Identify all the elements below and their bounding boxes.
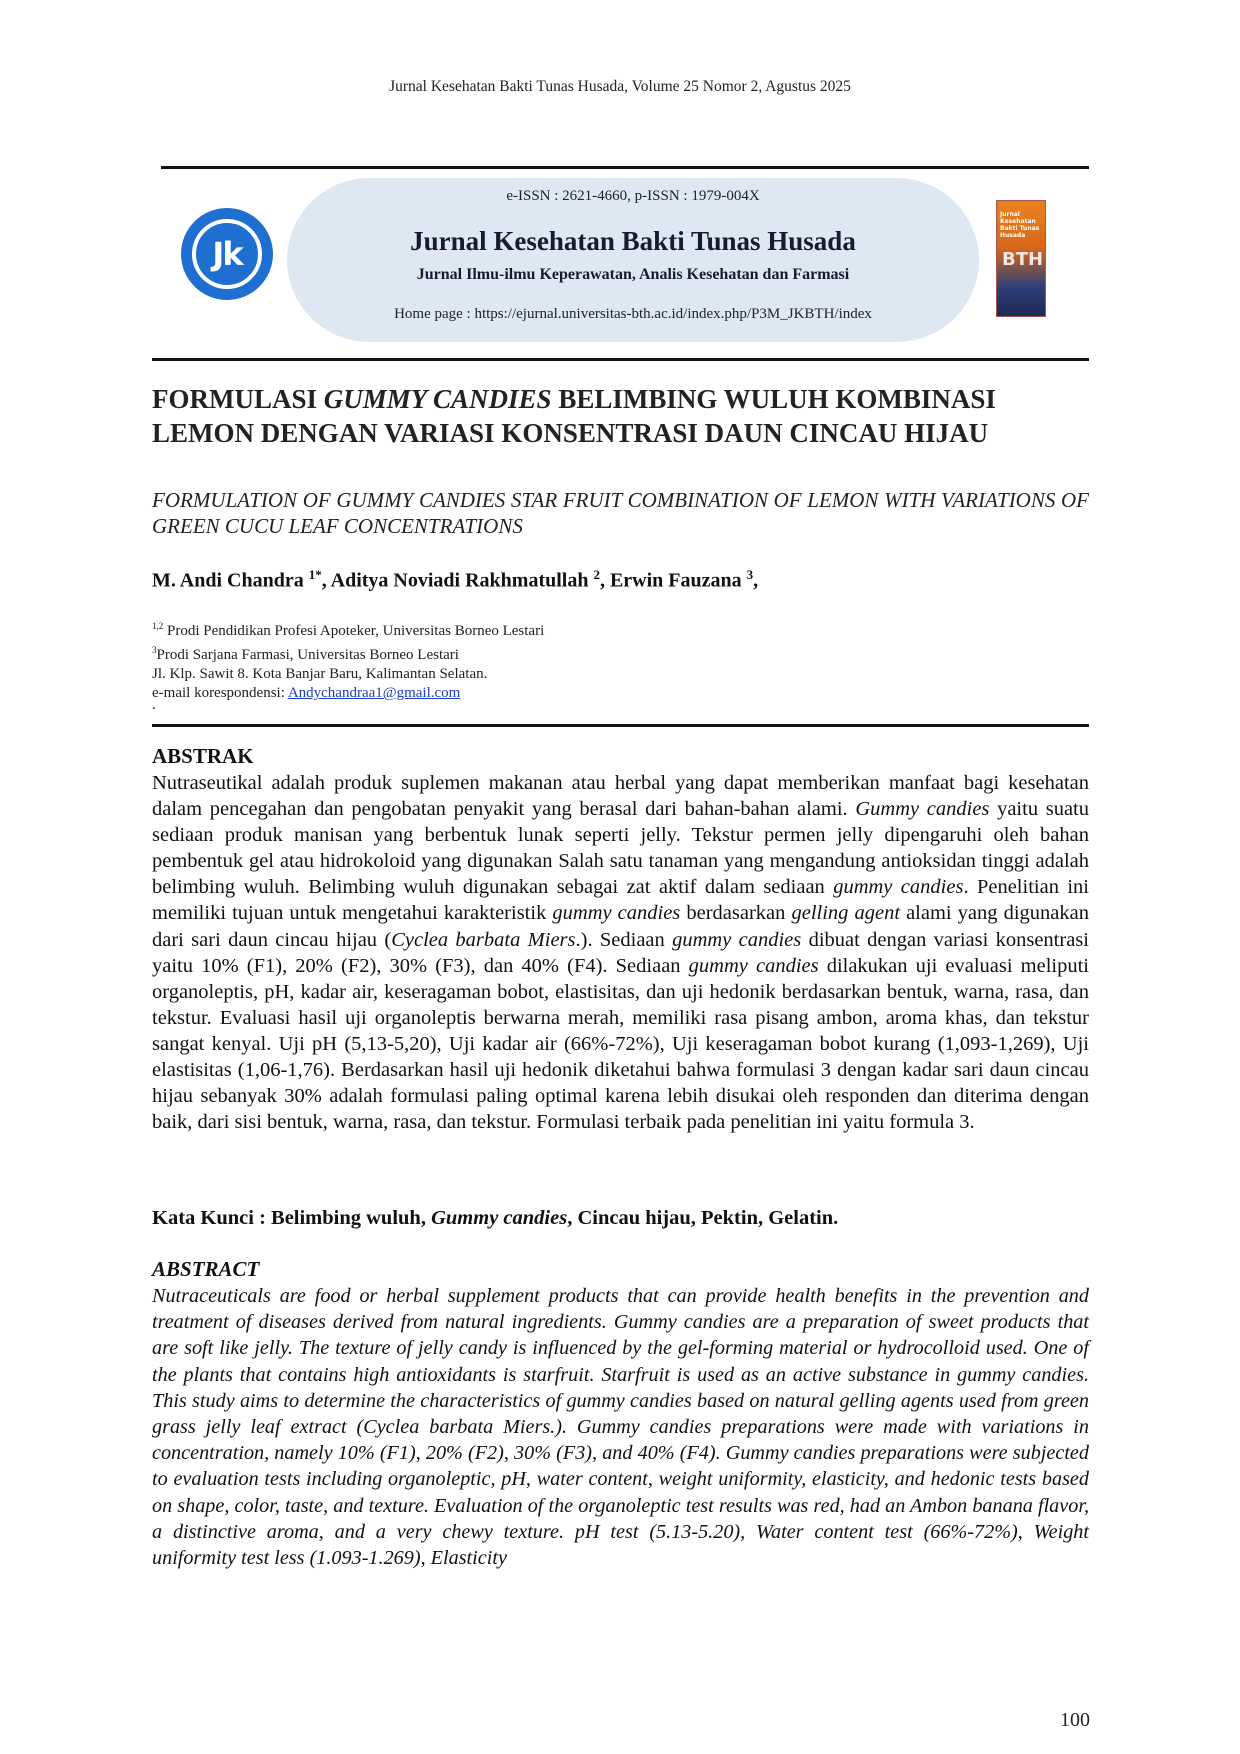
author-list: M. Andi Chandra $^{1*}$, Aditya Noviadi Rakhmatullah $^2$, Erwin Fauzana $^3$, <box>152 567 759 592</box>
journal-logo <box>181 208 273 300</box>
author-name: Erwin Fauzana <box>609 569 747 592</box>
journal-subtitle: Jurnal Ilmu-ilmu Keperawatan, Analis Kesehatan dan Farmasi <box>416 266 850 283</box>
affiliation-2: $^3$Prodi Sarjana Farmasi, Universitas Borneo Lestari <box>152 645 459 663</box>
affiliation-rule <box>152 724 1089 727</box>
abstract-heading: ABSTRACT <box>152 1257 260 1281</box>
abstrak-heading: ABSTRAK <box>152 744 254 768</box>
running-head: Jurnal Kesehatan Bakti Tunas Husada, Volume 25 Nomor 2, Agustus 2025 <box>389 78 851 95</box>
journal-banner <box>178 178 1104 348</box>
title-italic: GUMMY CANDIES <box>323 384 552 414</box>
journal-name: Jurnal Kesehatan Bakti Tunas Husada <box>410 226 856 256</box>
page-number: 100 <box>1060 1709 1090 1731</box>
address: Jl. Klp. Sawit 8. Kota Banjar Baru, Kalimantan Selatan. <box>152 666 488 682</box>
journal-logo-text: Jk <box>192 219 262 289</box>
cover-mark: BTH <box>1002 249 1044 270</box>
header-rule-bottom <box>152 358 1089 361</box>
cover-title: Jurnal Kesehatan Bakti Tunas Husada <box>1000 211 1040 239</box>
abstrak-body: Nutraseutikal adalah produk suplemen makanan atau herbal yang dapat memberikan manfaat bagi kesehatan dalam pencegahan dan pengobatan penyakit yang berasal dari bahan-bahan alami. Gummy candies yaitu suatu sediaan produk manisan yang berbentuk lunak seperti jelly. Tekstur permen jelly dipengaruhi oleh bahan pembentuk gel atau hidrokoloid yang digunakan Salah satu tanaman yang mengandung antioksidan tinggi adalah belimbing wuluh. Belimbing wuluh digunakan sebagai zat aktif dalam sediaan gummy candies. Penelitian ini memiliki tujuan untuk mengetahui karakteristik gummy candies berdasarkan gelling agent alami yang digunakan dari sari daun cincau hijau (Cyclea barbata Miers.). Sediaan gummy candies dibuat dengan variasi konsentrasi yaitu 10% (F1), 20% (F2), 30% (F3), dan 40% (F4). Sediaan gummy candies dilakukan uji evaluasi meliputi organoleptis, pH, kadar air, keseragaman bobot, elastisitas, dan uji hedonik berdasarkan bentuk, warna, rasa, dan tekstur. Evaluasi hasil uji organoleptis berwarna merah, memiliki rasa pisang ambon, aroma khas, dan tekstur sangat kenyal. Uji pH (5,13-5,20), Uji kadar air (66%-72%), Uji keseragaman bobot kurang (1,093-1,269), Uji elastisitas (1,06-1,76). Berdasarkan hasil uji hedonik diketahui bahwa formulasi 3 dengan kadar sari daun cincau hijau sebanyak 30% adalah formulasi paling optimal karena lebih disukai oleh responden dan diterima dengan baik, dari sisi bentuk, warna, rasa, dan tekstur. Formulasi terbaik pada penelitian ini yaitu formula 3. <box>152 772 1090 1134</box>
affiliation-1: $^{1,2}$ Prodi Pendidikan Profesi Apoteker, Universitas Borneo Lestari <box>152 621 545 639</box>
affiliations <box>152 617 544 703</box>
journal-cover-thumbnail <box>996 200 1046 317</box>
trailing-dot: . <box>152 697 156 713</box>
email-link[interactable]: Andychandraa1@gmail.com <box>287 685 461 701</box>
article-title: FORMULASI GUMMY CANDIES BELIMBING WULUH KOMBINASI LEMON DENGAN VARIASI KONSENTRASI DAUN CINCAU HIJAU <box>152 384 996 448</box>
author-name: Aditya Noviadi Rakhmatullah <box>330 569 594 592</box>
header-rule-top <box>161 166 1089 169</box>
banner-pill <box>287 178 979 342</box>
correspondence-email: e-mail korespondensi: Andychandraa1@gmail.com <box>152 685 461 701</box>
issn-text: e-ISSN : 2621-4660, p-ISSN : 1979-004X <box>506 188 760 204</box>
journal-homepage: Home page : https://ejurnal.universitas-bth.ac.id/index.php/P3M_JKBTH/index <box>394 306 872 322</box>
abstract-body: Nutraceuticals are food or herbal supplement products that can provide health benefits in the prevention and treatment of diseases derived from natural ingredients. Gummy candies are a preparation of sweet products that are soft like jelly. The texture of jelly candy is influenced by the gel-forming material or hydrocolloid used. One of the plants that contains high antioxidants is starfruit. Starfruit is used as an active substance in gummy candies. This study aims to determine the characteristics of gummy candies based on natural gelling agents used from green grass jelly leaf extract (Cyclea barbata Miers.). Gummy candies preparations were made with variations in concentration, namely 10% (F1), 20% (F2), 30% (F3), and 40% (F4). Gummy candies preparations were subjected to evaluation tests including organoleptic, pH, water content, weight uniformity, elasticity, and hedonic tests based on shape, color, taste, and texture. Evaluation of the organoleptic test results was red, had an Ambon banana flavor, a distinctive aroma, and a very chewy texture. pH test (5.13-5.20), Water content test (66%-72%), Weight uniformity test less (1.093-1.269), Elasticity <box>152 1285 1089 1570</box>
keywords: Kata Kunci : Belimbing wuluh, Gummy candies, Cincau hijau, Pektin, Gelatin. <box>152 1207 839 1229</box>
article-title-english: FORMULATION OF GUMMY CANDIES STAR FRUIT COMBINATION OF LEMON WITH VARIATIONS OF GREEN CUCU LEAF CONCENTRATIONS <box>152 488 1089 538</box>
author-name: M. Andi Chandra <box>152 569 309 592</box>
